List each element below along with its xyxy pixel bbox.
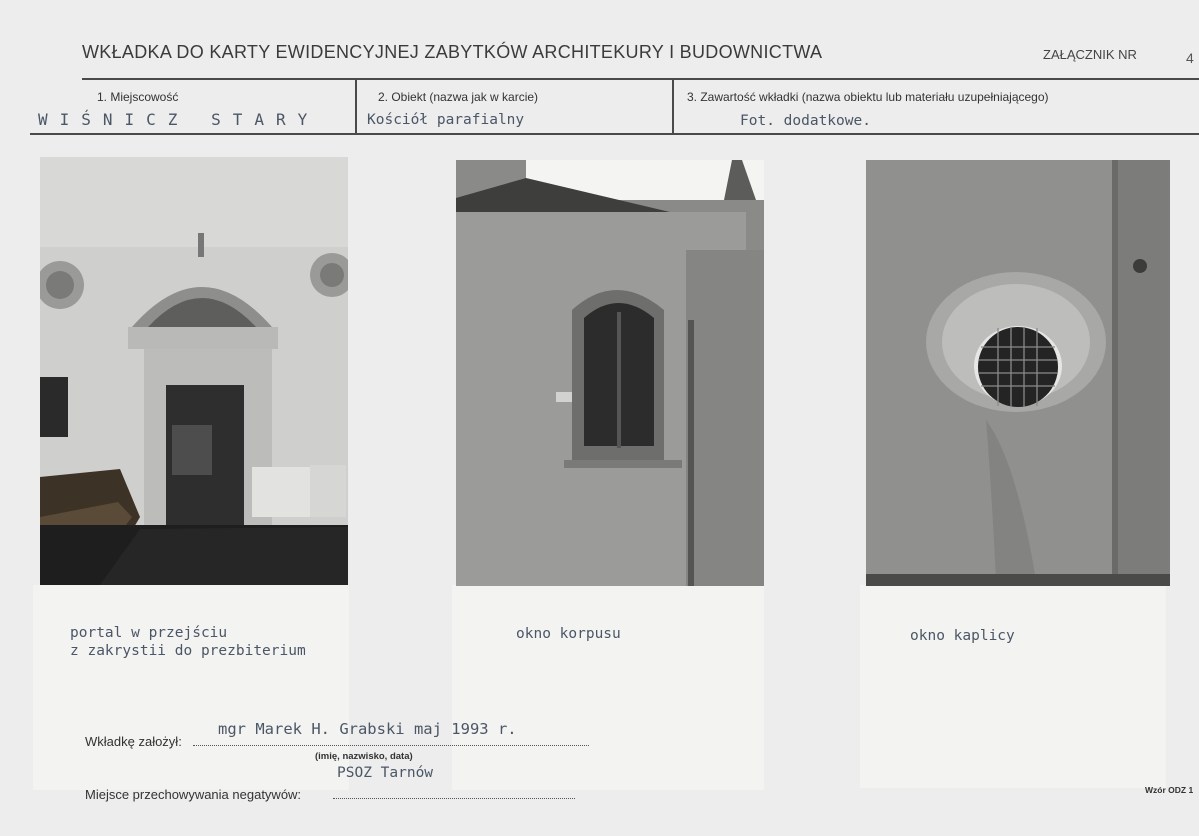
photo-nave-window: [456, 160, 764, 586]
author-dotted-line: [193, 745, 589, 746]
photo-portal: [40, 157, 348, 585]
content-label: 3. Zawartość wkładki (nazwa obiektu lub materiału uzupełniającego): [687, 90, 1049, 104]
content-value: Fot. dodatkowe.: [740, 113, 871, 129]
portal-image: [40, 157, 348, 585]
storage-label: Miejsce przechowywania negatywów:: [85, 787, 302, 802]
annex-number: 4: [1186, 50, 1194, 66]
caption-photo-1-line-2: z zakrystii do prezbiterium: [70, 643, 306, 659]
storage-value: PSOZ Tarnów: [337, 765, 434, 781]
photo-chapel-window: [866, 160, 1170, 586]
author-label: Wkładkę założył:: [85, 734, 182, 749]
caption-photo-1: [70, 624, 306, 660]
nave-window-image: [456, 160, 764, 586]
photo-card-1: [33, 585, 349, 790]
header-divider-2: [672, 78, 674, 134]
locality-value: WIŚNICZ STARY: [38, 110, 320, 129]
photo-card-3: [860, 585, 1166, 788]
author-value: mgr Marek H. Grabski maj 1993 r.: [218, 720, 517, 738]
header-bottom-rule: [30, 133, 1199, 135]
object-value: Kościół parafialny: [367, 112, 525, 128]
annex-label: ZAŁĄCZNIK NR: [1043, 47, 1137, 62]
object-label: 2. Obiekt (nazwa jak w karcie): [378, 90, 539, 104]
header-divider-1: [355, 78, 357, 134]
photo-card-2: [452, 585, 764, 790]
caption-photo-1-line-1: portal w przejściu: [70, 625, 228, 641]
header-top-rule: [82, 78, 1199, 80]
locality-label: 1. Miejscowość: [97, 90, 179, 104]
author-hint: (imię, nazwisko, data): [315, 751, 413, 762]
chapel-window-image: [866, 160, 1170, 586]
caption-photo-2: okno korpusu: [516, 626, 621, 642]
storage-dotted-line: [333, 798, 575, 799]
caption-photo-3: okno kaplicy: [910, 628, 1015, 644]
document-title: WKŁADKA DO KARTY EWIDENCYJNEJ ZABYTKÓW ARCHITEKURY I BUDOWNICTWA: [82, 42, 823, 62]
form-number: Wzór ODZ 1: [1145, 785, 1194, 795]
